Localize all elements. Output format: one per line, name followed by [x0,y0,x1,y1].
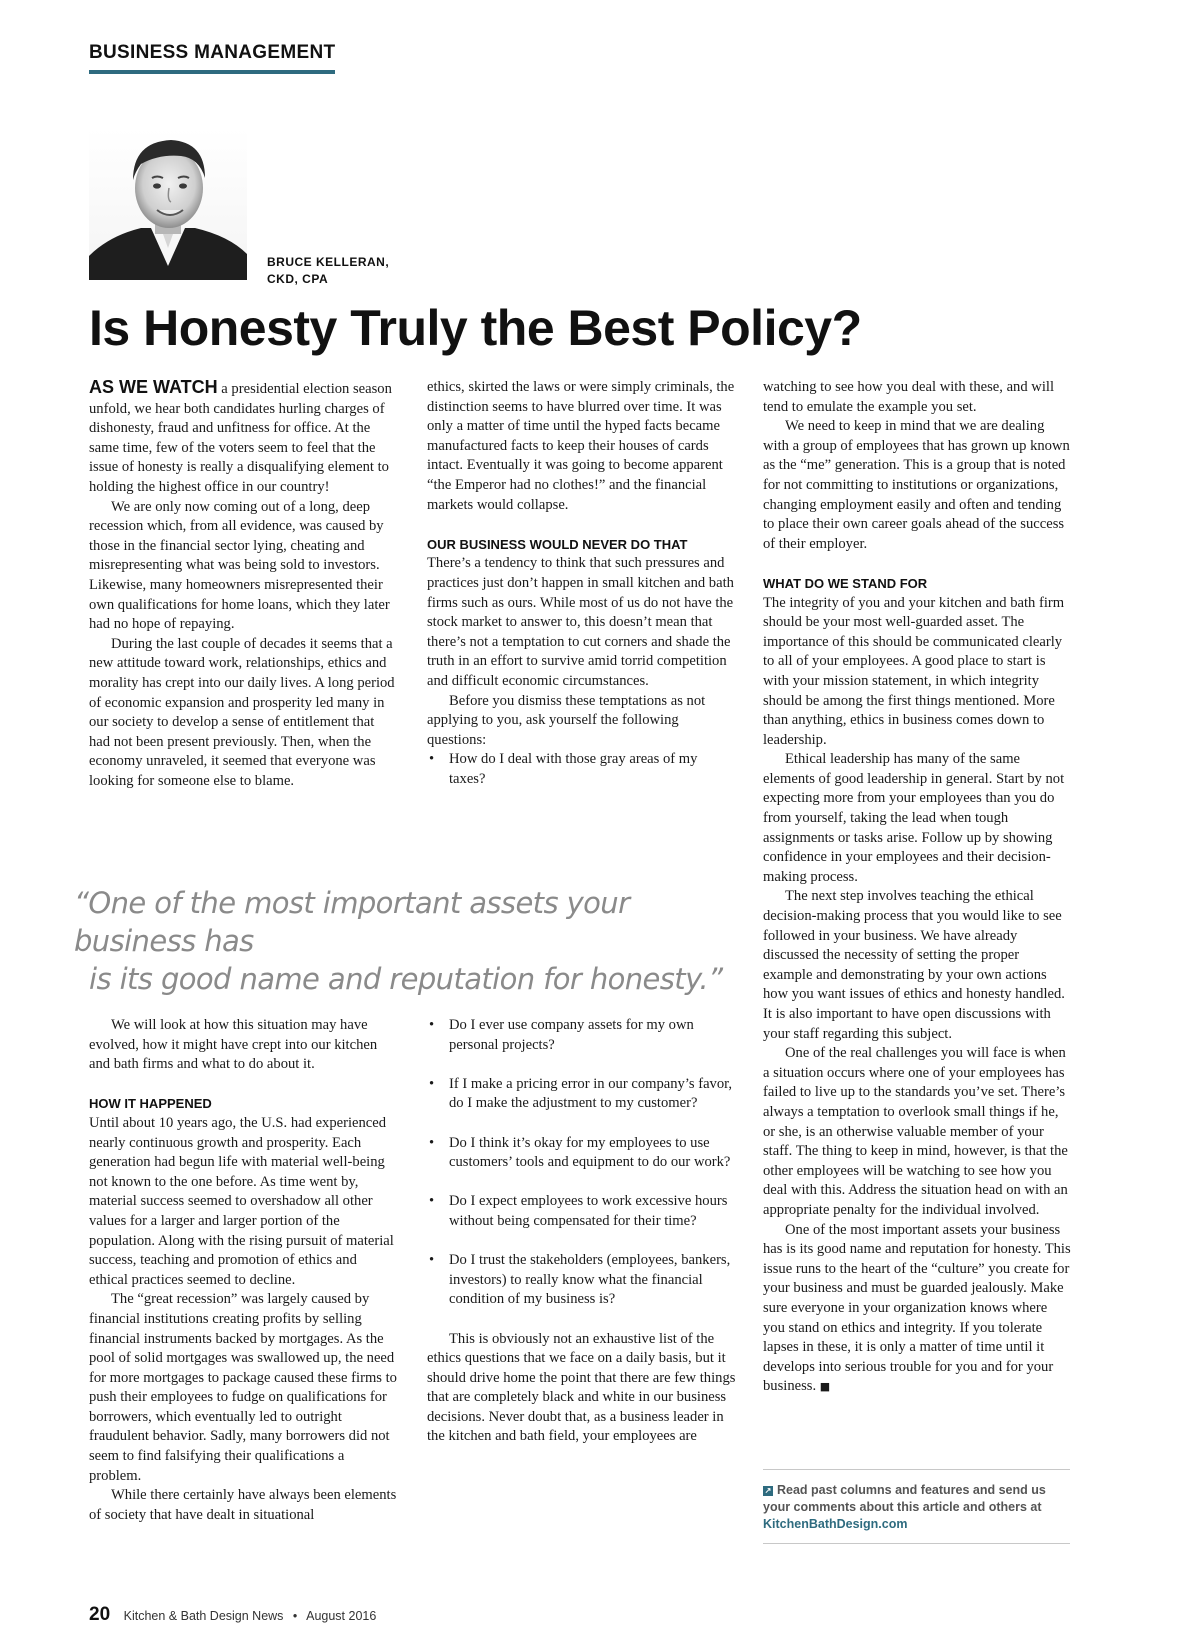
paragraph: This is obviously not an exhaustive list of the ethics questions that we face on a daily basis, but it should drive home the point that there are few things that are completely black and white in our business decisions. Never doubt that, as a business leader in the kitchen and bath field, your employees are [427,1330,736,1445]
question-item: • How do I deal with those gray areas of my taxes? [427,750,737,789]
paragraph: We will look at how this situation may have evolved, how it might have crept into our kitchen and bath firms and what to do about it. [89,1017,378,1073]
page-number: 20 [89,1604,111,1625]
author-name: BRUCE KELLERAN, [267,255,390,269]
column-3 [763,378,1071,1397]
question-list [427,1016,737,1310]
paragraph: One of the real challenges you will face is when a situation occurs where one of your employees has failed to live up to the standards you’ve set. There’s always a temptation to overlook small things if he, or she, is an otherwise valuable member of your staff. The thing to keep in mind, however, is that the other employees will be watching to see how you deal with this. Address the situation head on with an appropriate penalty for the individual involved. [763,1045,1068,1218]
paragraph: ethics, skirted the laws or were simply criminals, the distinction seems to have blurred over time. It was only a matter of time until the hyped facts became manufactured facts to keep their houses of cards intact. Eventually it was going to become apparent “the Emperor had no clothes!” and the financial markets would collapse. [427,379,735,513]
pull-quote [74,884,754,998]
column-2-bottom [427,1016,737,1447]
pull-quote-line: is its good name and reputation for honesty.” [89,962,723,996]
paragraph: watching to see how you deal with these, and will tend to emulate the example you set. [763,379,1054,415]
column-2-top [427,378,737,789]
subhead-what-do-we-stand-for: WHAT DO WE STAND FOR [763,575,928,591]
author-byline [267,254,389,288]
pull-quote-line: “One of the most important assets your business has [74,886,630,958]
question-list [427,750,737,789]
callout-text: Read past columns and features and send us your comments about this article and others at [763,1483,1046,1514]
closing-paragraph [763,1221,1071,1397]
question-item: • Do I trust the stakeholders (employees, bankers, investors) to really know what the financial condition of my business is? [427,1251,737,1310]
paragraph: During the last couple of decades it seems that a new attitude toward work, relationships, ethics and morality has crept into our daily lives. A long period of economic expansion and prosperity led many in our society to develop a sense of entitlement that had not been present previously. Then, when the economy unraveled, it seemed that everyone was looking for someone else to blame. [89,635,395,789]
publication-name: Kitchen & Bath Design News [123,1609,284,1623]
paragraph: The next step involves teaching the ethical decision-making process that you would like to see followed in your business. We have already discussed the necessity of setting the proper example and demonstrating by your own actions how you want issues of ethics and honesty handled. It is also important to have open discussions with your staff regarding this subject. [763,888,1065,1042]
subhead-how-it-happened: HOW IT HAPPENED [89,1096,212,1112]
lead-in: AS WE WATCH [89,377,218,397]
external-link-icon: ↗ [764,1486,772,1495]
paragraph: Ethical leadership has many of the same elements of good leadership in general. Start by not expecting more from your employees than you do from yourself, taking the lead when tough assignments or tasks arise. Follow up by showing confidence in your employees and their decision-making process. [763,751,1065,885]
paragraph: We are only now coming out of a long, deep recession which, from all evidence, was caused by those in the financial sector lying, cheating and misrepresenting what was being sold to investors. Likewise, many homeowners misrepresented their own qualifications for home loans, which they later had no hope of repaying. [89,498,390,633]
author-photo [89,128,247,280]
intro-paragraph [89,378,399,498]
web-callout [763,1469,1070,1544]
question-item: • Do I ever use company assets for my own personal projects? [427,1016,737,1055]
column-1-top [89,378,399,791]
end-mark-icon: ■ [819,1380,831,1394]
subhead-our-business: OUR BUSINESS WOULD NEVER DO THAT [427,536,688,552]
section-label: BUSINESS MANAGEMENT [89,42,335,74]
website-link[interactable]: KitchenBathDesign.com [763,1517,908,1531]
footer-separator: • [292,1609,298,1623]
issue-date: August 2016 [306,1609,377,1623]
paragraph: We need to keep in mind that we are dealing with a group of employees that has grown up known as the “me” generation. This is a group that is noted for not committing to institutions or organizations, changing employment easily and often and tending to place their own career goals ahead of the success of their employer. [763,418,1070,552]
paragraph: While there certainly have always been elements of society that have dealt in situational [89,1487,397,1523]
question-item: • If I make a pricing error in our company’s favor, do I make the adjustment to my customer? [427,1075,737,1114]
question-item: • Do I expect employees to work excessive hours without being compensated for their time? [427,1192,737,1231]
author-credentials: CKD, CPA [267,272,329,286]
paragraph: Before you dismiss these temptations as not applying to you, ask yourself the following questions: [427,692,706,748]
closing-text: One of the most important assets your business has is its good name and reputation for honesty. This issue runs to the heart of the “culture” you create for your business and must be guarded jealously. Make sure everyone in your organization knows where you stand on ethics and integrity. If you tolerate lapses in these, it is only a matter of time until it develops into serious trouble for you and for your business. [763,1221,1071,1395]
question-item: • Do I think it’s okay for my employees to use customers’ tools and equipment to do our work? [427,1134,737,1173]
paragraph: The integrity of you and your kitchen and bath firm should be your most well-guarded asset. The importance of this should be communicated clearly to all of your employees. A good place to start is with your mission statement, in which integrity should be among the first things mentioned. More than anything, ethics in business comes down to leadership. [763,594,1065,748]
paragraph: The “great recession” was largely caused by financial institutions creating profits by selling financial instruments backed by mortgages. As the pool of solid mortgages was swallowed up, the need for more mortgages to package caused these firms to push their employees to fudge on qualifications for borrowers, which eventually led to outright fraudulent behavior. Sadly, many borrowers did not seem to find falsifying their qualifications a problem. [89,1291,397,1484]
paragraph: Until about 10 years ago, the U.S. had experienced nearly continuous growth and prosperity. Each generation had begun life with material well-being not known to the one before. As time went by, material success seemed to overshadow all other values for a larger and larger portion of the population. Along with the rising pursuit of material success, teaching and promotion of ethics and ethical practices seemed to decline. [89,1114,394,1288]
paragraph: There’s a tendency to think that such pressures and practices just don’t happen in small kitchen and bath firms such as ours. While most of us do not have the stock market to answer to, this doesn’t mean that there’s not a temptation to cut corners and shade the truth in an effort to survive amid torrid competition and difficult economic circumstances. [427,555,734,689]
intro-text: a presidential election season unfold, we hear both candidates hurling charges of dishonesty, fraud and unfitness for office. At the same time, few of the voters seem to feel that the issue of honesty is really a disqualifying element to holding the highest office in our country! [89,381,392,495]
column-1-bottom [89,1016,399,1525]
article-headline: Is Honesty Truly the Best Policy? [89,300,862,356]
page-footer [89,1604,376,1626]
